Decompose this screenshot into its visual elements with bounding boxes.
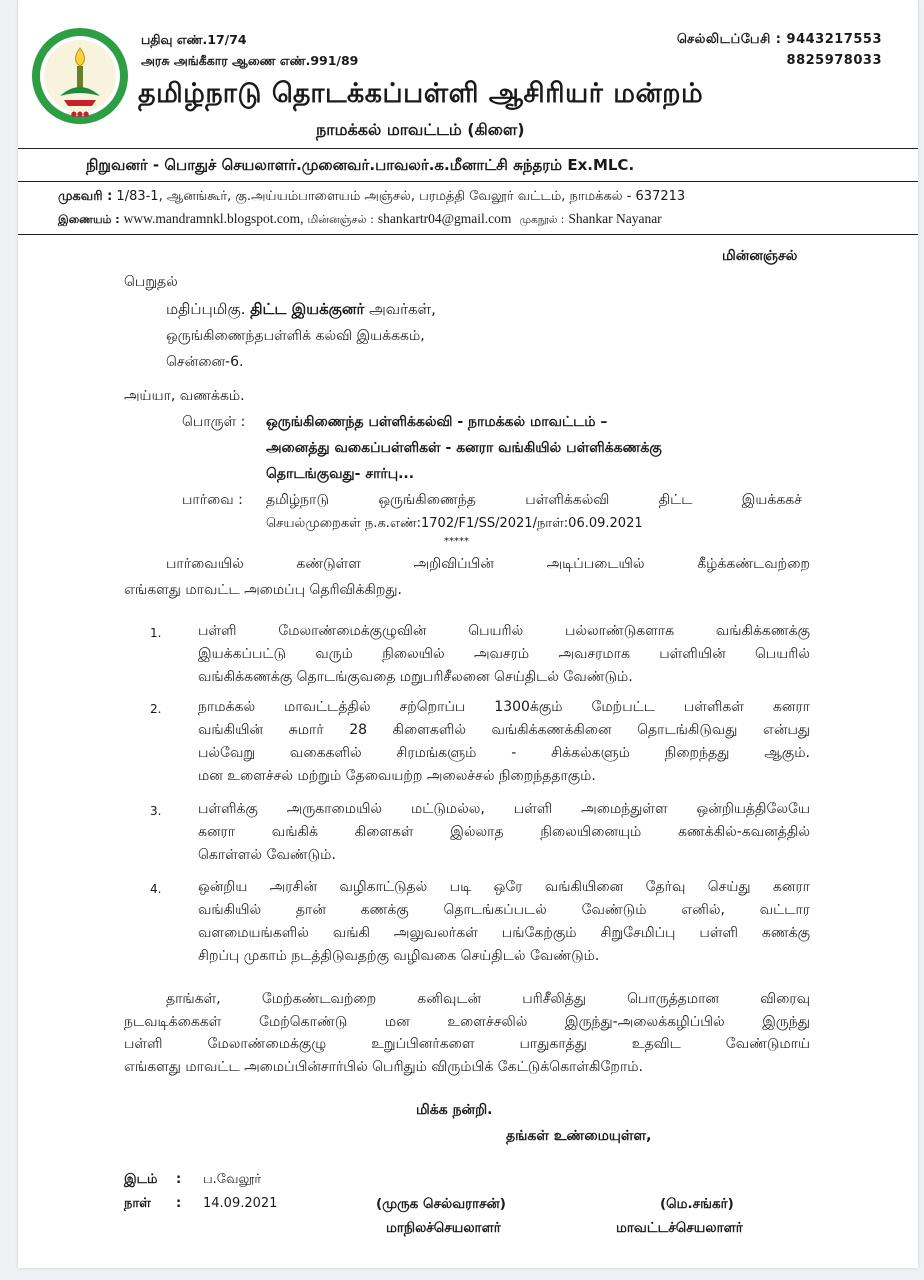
address-line xyxy=(58,189,685,205)
signatory-role: மாவட்டச்செயலாளர் xyxy=(616,1220,743,1236)
letter-page xyxy=(18,0,918,1268)
point-line: கனரா வங்கிக் கிளைகள் இல்லாத நிலையினையும் கணக்கில்-கவனத்தில் xyxy=(198,824,810,840)
organization-logo-emblem xyxy=(30,26,130,126)
email-link[interactable]: shankartr04@gmail.com xyxy=(377,211,512,226)
point-line: ஒன்றிய அரசின் வழிகாட்டுதல் படி ஒரே வங்கியினை தேர்வு செய்து கனரா xyxy=(198,879,810,895)
point-number: 2. xyxy=(150,702,162,716)
point-number: 3. xyxy=(150,804,162,818)
point-item xyxy=(198,620,810,689)
web-label: இணையம் : xyxy=(58,213,120,226)
point-line: வங்கியில் தான் கணக்கு தொடங்கப்படல் வேண்டும் எனில், வட்டார xyxy=(198,902,810,918)
recipient-line xyxy=(166,300,436,320)
point-item xyxy=(198,876,810,968)
to-label: பெறுதல் xyxy=(124,274,178,290)
closing-line: நடவடிக்கைகள் மேற்கொண்டு மன உளைச்சலில் இருந்து-அலைக்கழிப்பில் இருந்து xyxy=(124,1013,810,1030)
point-line: இயக்கப்பட்டு வரும் நிலையில் அவசரம் அவசரமாக பள்ளியின் பெயரில் xyxy=(198,646,810,662)
recipient-suffix: அவர்கள், xyxy=(369,300,436,318)
point-line: நாமக்கல் மாவட்டத்தில் சற்றொப்ப 1300க்கும் மேற்பட்ட பள்ளிகள் கனரா xyxy=(198,699,810,715)
point-item xyxy=(198,798,810,867)
date-colon: : xyxy=(176,1196,182,1211)
contact-divider xyxy=(18,234,918,235)
header-divider-top xyxy=(18,148,918,149)
point-line: வங்கியின் சுமார் 28 கிளைகளில் வங்கிக்கணக்கினை தொடங்கிடுவது என்பது xyxy=(198,722,810,738)
place-value: ப.வேலூர் xyxy=(203,1172,262,1187)
reference-line-2: செயல்முறைகள் ந.க.எண்:1702/F1/SS/2021/நாள்:06.09.2021 xyxy=(266,516,643,531)
point-line: மன உளைச்சல் மற்றும் தேவையற்ற அலைச்சல் நிறைந்ததாகும். xyxy=(198,768,596,784)
point-line: சிறப்பு முகாம் நடத்திடுவதற்கு வழிவகை செய்திடல் வேண்டும். xyxy=(198,948,600,964)
reference-label: பார்வை : xyxy=(182,492,243,508)
intro-line-1: பார்வையில் கண்டுள்ள அறிவிப்பின் அடிப்படையில் கீழ்க்கண்டவற்றை xyxy=(166,556,810,572)
subject-line-3: தொடங்குவது- சார்பு... xyxy=(266,466,415,482)
website-link[interactable]: www.mandramnkl.blogspot.com, xyxy=(123,211,304,226)
point-line: வளமையங்களில் வங்கி அலுவலர்கள் பங்கேற்கும் சிறுசேமிப்பு பள்ளி கணக்கு xyxy=(198,925,810,941)
svg-text:●●●: ●●● xyxy=(70,110,90,118)
point-item xyxy=(198,696,810,788)
closing-paragraph xyxy=(124,988,810,1078)
thanks-line: மிக்க நன்றி. xyxy=(416,1102,493,1118)
closing-line: எங்களது மாவட்ட அமைப்பின்சார்பில் பெரிதும் விரும்பிக் கேட்டுக்கொள்கிறோம். xyxy=(124,1058,643,1075)
place-colon: : xyxy=(176,1172,182,1187)
closing-line: பள்ளி மேலாண்மைக்குழு உறுப்பினர்களை பாதுகாத்து உதவிட வேண்டுமாய் xyxy=(124,1036,810,1052)
facebook-link[interactable]: Shankar Nayanar xyxy=(568,211,662,226)
point-line: வங்கிக்கணக்கு தொடங்குவதை மறுபரிசீலனை செய்திடல் வேண்டும். xyxy=(198,669,633,685)
recipient-city: சென்னை-6. xyxy=(166,354,244,370)
registration-number: பதிவு எண்.17/74 xyxy=(141,32,247,47)
delivery-mode: மின்னஞ்சல் xyxy=(722,248,798,264)
facebook-label: முகநூல் : xyxy=(519,214,565,226)
recipient-prefix: மதிப்புமிகு. xyxy=(166,300,246,318)
date-label: நாள் xyxy=(124,1196,151,1211)
recipient-title: திட்ட இயக்குனர் xyxy=(250,300,365,318)
phone-number-secondary: 8825978033 xyxy=(786,53,882,68)
organization-name: தமிழ்நாடு தொடக்கப்பள்ளி ஆசிரியர் மன்றம் xyxy=(138,78,704,109)
signatory-role: மாநிலச்செயலாளர் xyxy=(386,1220,501,1236)
point-line: பல்வேறு வகைகளில் சிரமங்களும் - சிக்கல்களும் நிறைந்தது ஆகும். xyxy=(198,745,810,761)
phone-number-primary: செல்லிடப்பேசி : 9443217553 xyxy=(676,32,882,47)
separator-stars: ***** xyxy=(444,536,469,547)
address-label: முகவரி : xyxy=(58,189,113,204)
place-label: இடம் xyxy=(124,1172,158,1187)
point-line: பள்ளிக்கு அருகாமையில் மட்டுமல்ல, பள்ளி அமைந்துள்ள ஒன்றியத்திலேயே xyxy=(198,801,810,817)
subject-line-1: ஒருங்கிணைந்த பள்ளிக்கல்வி - நாமக்கல் மாவட்டம் – xyxy=(266,414,608,430)
closing-line: தாங்கள், மேற்கண்டவற்றை கனிவுடன் பரிசீலித்து பொருத்தமான விரைவு xyxy=(166,991,810,1007)
salutation: அய்யா, வணக்கம். xyxy=(124,388,245,404)
point-number: 4. xyxy=(150,882,162,896)
email-label: மின்னஞ்சல் : xyxy=(307,213,374,226)
header-divider-bottom xyxy=(18,181,918,182)
yours-line: தங்கள் உண்மையுள்ள, xyxy=(506,1128,652,1144)
recipient-office: ஒருங்கிணைந்தபள்ளிக் கல்வி இயக்ககம், xyxy=(166,328,425,344)
point-line: கொள்ளல் வேண்டும். xyxy=(198,847,336,863)
point-number: 1. xyxy=(150,626,162,640)
govt-order-number: அரசு அங்கீகார ஆணை எண்.991/89 xyxy=(141,53,359,68)
address-text: 1/83-1, ஆனங்கூர், கு.அய்யம்பாளையம் அஞ்சல், பரமத்தி வேலூர் வட்டம், நாமக்கல் - 637213 xyxy=(116,189,686,204)
signatory-name: (முருக செல்வராசன்) xyxy=(376,1196,506,1212)
point-line: பள்ளி மேலாண்மைக்குழுவின் பெயரில் பல்லாண்டுகளாக வங்கிக்கணக்கு xyxy=(198,623,810,639)
signatory-name: (மெ.சங்கர்) xyxy=(660,1196,734,1212)
subject-label: பொருள் : xyxy=(182,414,246,430)
subject-line-2: அனைத்து வகைப்பள்ளிகள் - கனரா வங்கியில் பள்ளிக்கணக்கு xyxy=(266,440,662,456)
district-branch: நாமக்கல் மாவட்டம் (கிளை) xyxy=(316,120,525,139)
date-value: 14.09.2021 xyxy=(203,1196,278,1211)
intro-line-2: எங்களது மாவட்ட அமைப்பு தெரிவிக்கிறது. xyxy=(124,582,403,598)
reference-line-1: தமிழ்நாடு ஒருங்கிணைந்த பள்ளிக்கல்வி திட்ட இயக்ககச் xyxy=(266,492,802,508)
founder-line: நிறுவனர் - பொதுச் செயலாளர்.முனைவர்.பாவலர்.க.மீனாட்சி சுந்தரம் Ex.MLC. xyxy=(86,156,635,174)
contact-line xyxy=(58,211,662,228)
